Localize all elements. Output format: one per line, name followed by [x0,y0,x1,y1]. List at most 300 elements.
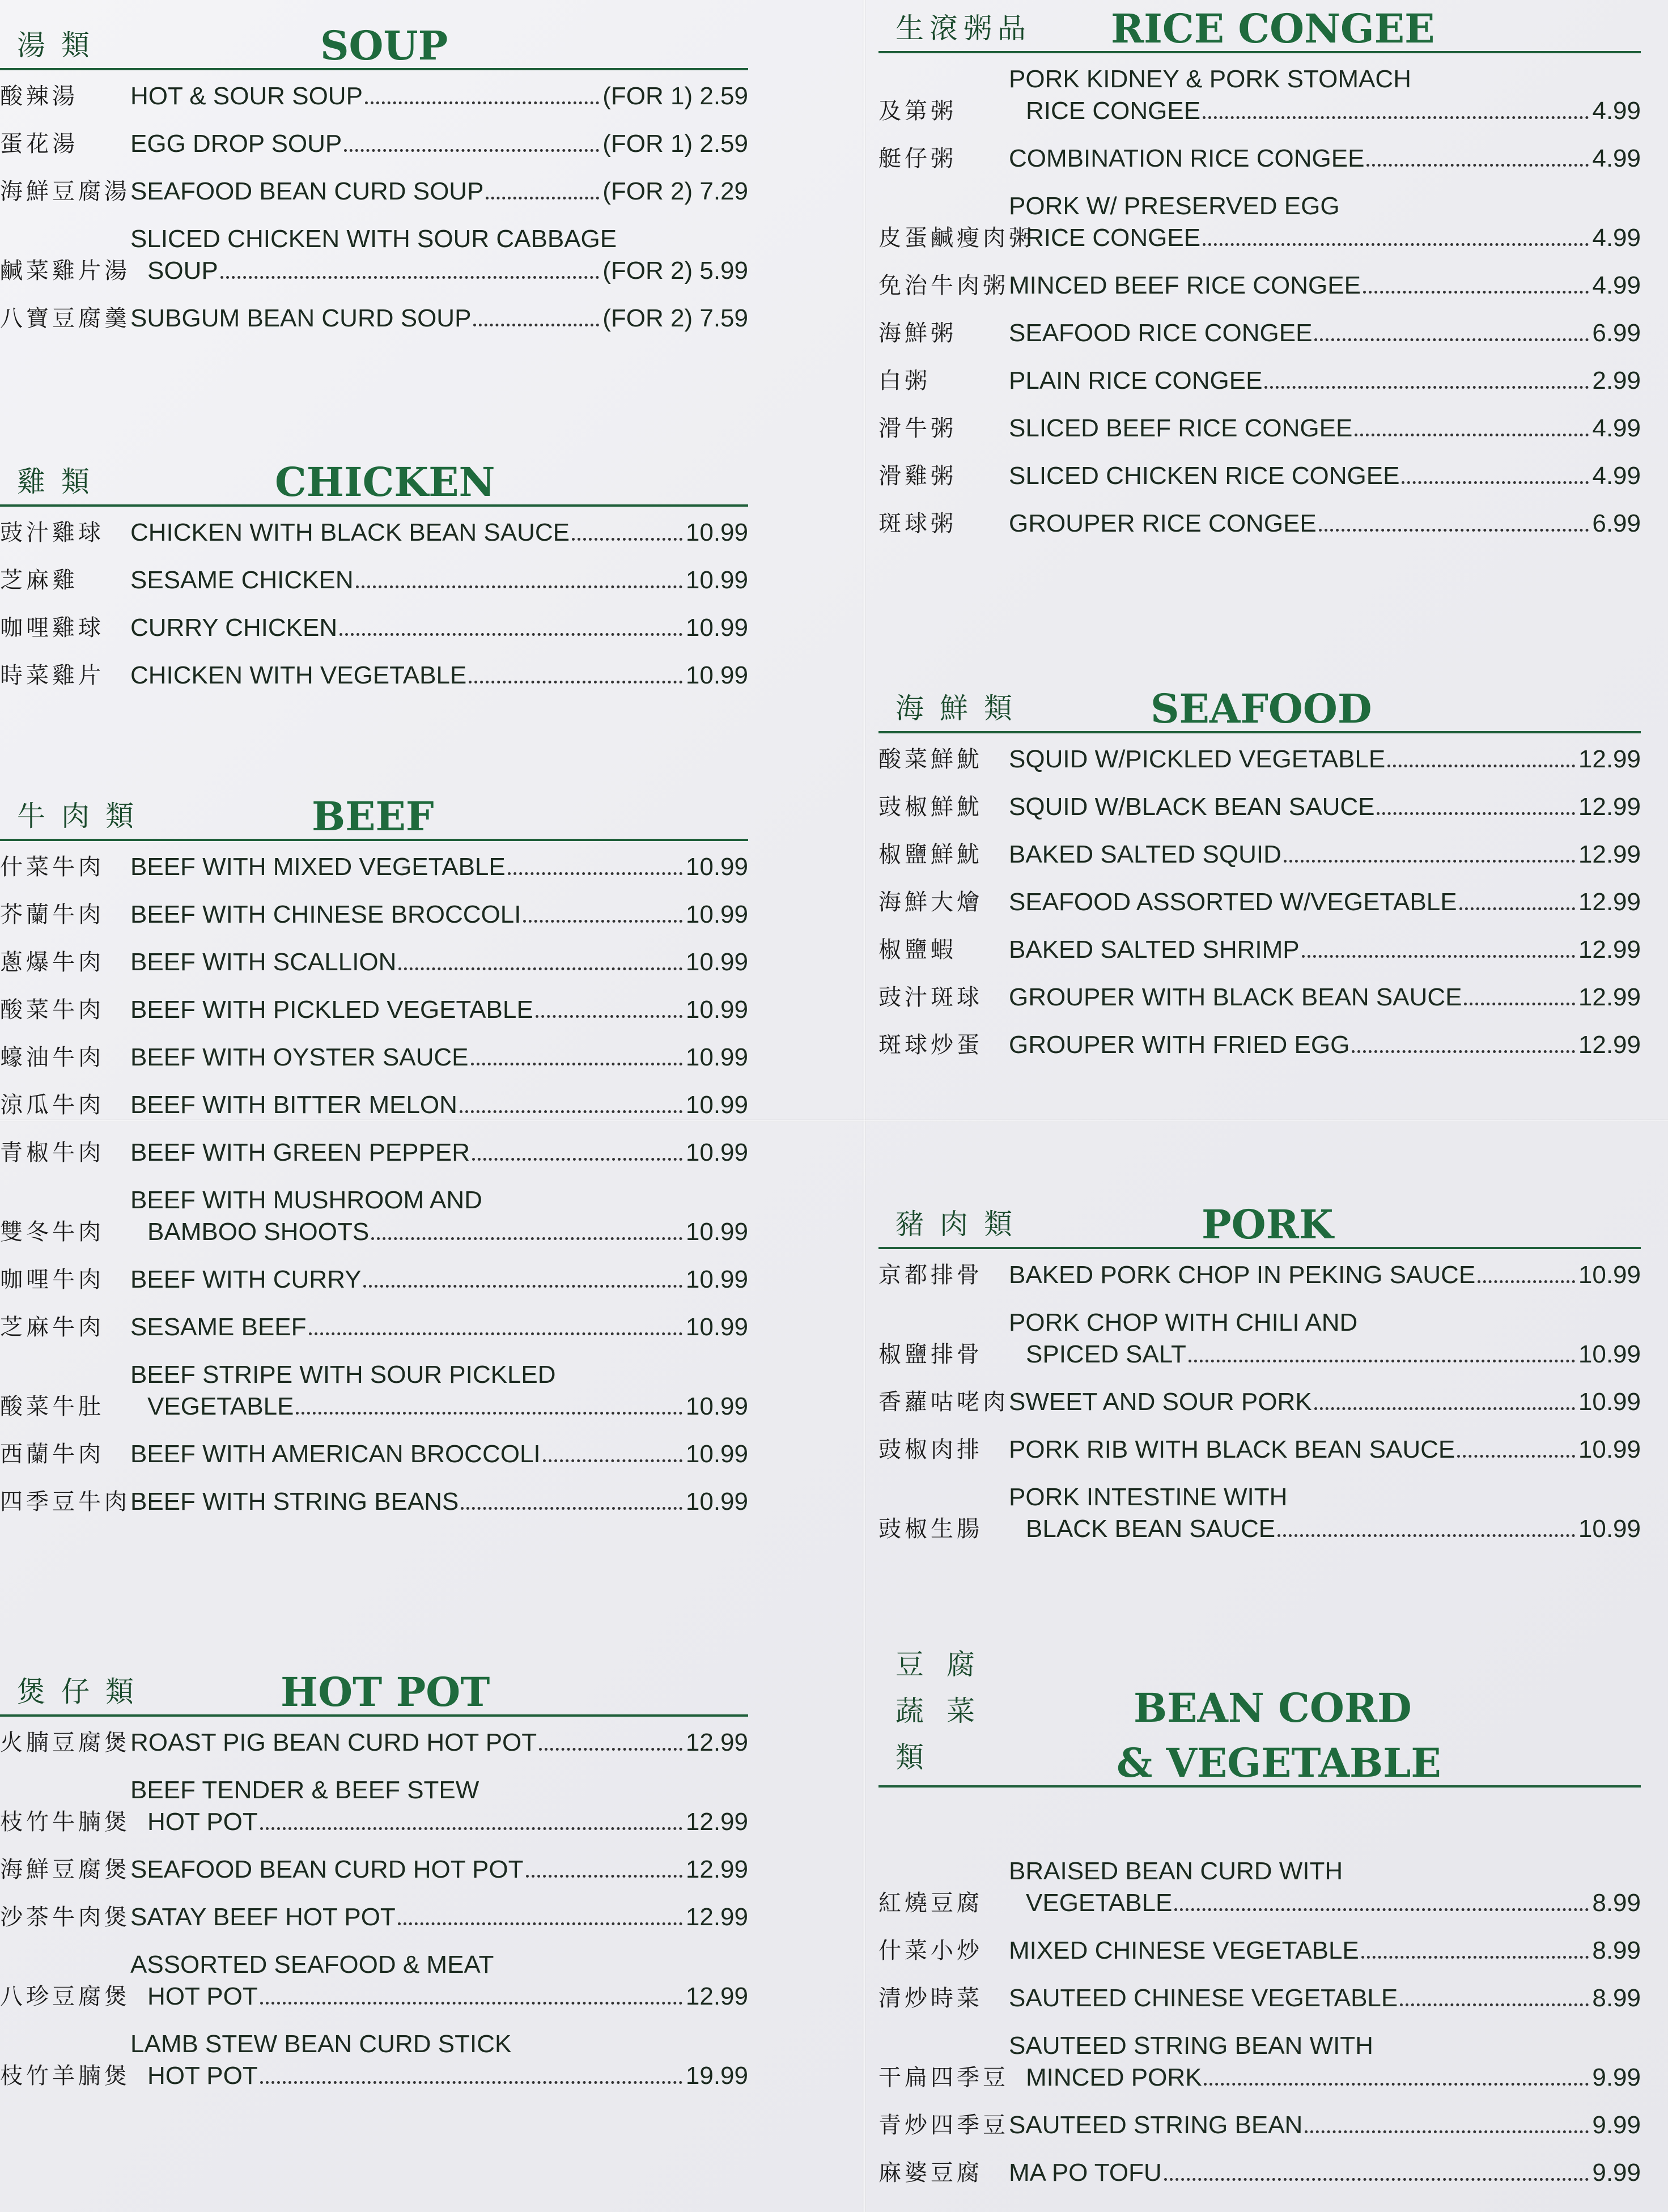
menu-item-name-block [1009,1386,1641,1418]
dot-leader [1305,2130,1589,2133]
menu-item [878,1935,1641,1967]
menu-item-chinese-name: 椒鹽蝦 [878,937,957,963]
menu-item [0,1311,748,1343]
menu-item-chinese-name: 芝麻雞 [0,567,78,593]
menu-item-price: 10.99 [1578,1340,1641,1368]
dot-leader [356,585,682,588]
dot-leader [1203,116,1589,119]
menu-item [0,1854,748,1886]
menu-item-name-line [1009,1307,1641,1339]
menu-item-chinese-name: 雙冬牛肉 [0,1219,104,1245]
item-list [0,80,748,334]
menu-item-name-continued: HOT POT [147,1808,258,1836]
menu-item-name-block [1009,508,1641,540]
dot-leader [1204,2083,1589,2086]
menu-item-price: 4.99 [1592,145,1641,172]
menu-item-name: BRAISED BEAN CURD WITH [1009,1857,1343,1885]
menu-item-chinese-name: 海鮮豆腐湯 [0,179,130,205]
section-header [0,788,748,841]
menu-item [878,839,1641,871]
section-pork [878,1196,1641,1561]
menu-item [0,303,748,334]
dot-leader [469,681,682,683]
menu-item-chinese-name: 麻婆豆腐 [878,2160,983,2186]
menu-item-name: CHICKEN WITH BLACK BEAN SAUCE [130,519,570,546]
section-header [0,453,748,507]
menu-item-name-line-2 [130,1391,748,1423]
dot-leader [260,2081,682,2084]
menu-item [878,365,1641,397]
menu-item-name-line [130,612,748,644]
dot-leader [260,2002,682,2005]
menu-item-name-line [130,128,748,160]
menu-item-name-line [130,1089,748,1121]
menu-item-name: BEEF WITH PICKLED VEGETABLE [130,996,533,1024]
menu-item-chinese-name: 八珍豆腐煲 [0,1984,130,2010]
menu-item [0,1774,748,1838]
menu-item-chinese-name: 免治牛肉粥 [878,273,1009,299]
menu-item-name: SESAME CHICKEN [130,566,354,594]
menu-item [878,1434,1641,1466]
menu-item-name: BEEF WITH AMERICAN BROCCOLI [130,1440,541,1468]
menu-item-name-block [130,1137,748,1169]
menu-item-name-block [130,851,748,883]
menu-item-name-block [1009,1481,1641,1545]
menu-item-name-line [130,1137,748,1169]
menu-item-price: 10.99 [1578,1436,1641,1463]
menu-item-name-block [1009,1935,1641,1967]
menu-item-name-line [130,1854,748,1886]
menu-item-price: 4.99 [1592,97,1641,125]
section-header [878,1196,1641,1249]
section-title: SEAFOOD [1151,685,1372,732]
menu-item-name-block [130,128,748,160]
menu-item-chinese-name: 鹹菜雞片湯 [0,258,130,284]
menu-item-name: BEEF WITH MUSHROOM AND [130,1186,482,1214]
menu-item-price: (FOR 2) 7.29 [602,177,748,205]
section-header [878,680,1641,733]
section-beef [0,788,748,1534]
item-list [0,517,748,691]
menu-item-name-block [130,660,748,691]
menu-item-name-block [1009,2030,1641,2094]
dot-leader [1402,481,1589,484]
item-list [878,744,1641,1061]
menu-item-price: 12.99 [1578,745,1641,773]
menu-item-price: (FOR 2) 7.59 [602,304,748,332]
menu-item-name-block [1009,1982,1641,2014]
section-title: RICE CONGEE [1111,5,1435,52]
menu-item-chinese-name: 沙茶牛肉煲 [0,1904,130,1930]
menu-item-price: 6.99 [1592,510,1641,537]
menu-item-chinese-name: 干扁四季豆 [878,2065,1009,2091]
menu-item-name-block [1009,886,1641,918]
menu-item-name: CHICKEN WITH VEGETABLE [130,661,467,689]
menu-item-chinese-name: 咖哩牛肉 [0,1267,104,1293]
menu-item-name-line-2 [130,255,748,287]
menu-item-chinese-name: 香蘿咕咾肉 [878,1389,1009,1415]
menu-item-name: BAKED SALTED SQUID [1009,840,1281,868]
menu-item [0,223,748,287]
menu-item-price: (FOR 1) 2.59 [602,130,748,158]
dot-leader [1400,2003,1589,2006]
menu-item-chinese-name: 蠔油牛肉 [0,1045,104,1071]
menu-item-name: SEAFOOD ASSORTED W/VEGETABLE [1009,888,1457,916]
menu-item-chinese-name: 海鮮粥 [878,320,957,346]
menu-item-chinese-name: 海鮮大燴 [878,889,983,915]
menu-item-name-line [1009,1982,1641,2014]
menu-item-name: BEEF WITH CHINESE BROCCOLI [130,901,521,928]
menu-item-price: 10.99 [1578,1515,1641,1543]
menu-item-price: 10.99 [685,901,748,928]
menu-item-name-line [130,1311,748,1343]
menu-item-name-line [1009,1481,1641,1513]
menu-item-chinese-name: 豉汁雞球 [0,520,104,546]
section-title: BEEF [312,793,434,840]
item-list [878,1856,1641,2189]
menu-item-price: 12.99 [1578,936,1641,963]
menu-item-name-continued: MINCED PORK [1026,2064,1202,2091]
section-title: SOUP [320,22,448,69]
menu-item-name-line [130,1359,748,1391]
menu-item-name: SEAFOOD BEAN CURD SOUP [130,177,484,205]
menu-item-name-line [1009,2157,1641,2189]
menu-item-name: PORK CHOP WITH CHILI AND [1009,1309,1358,1336]
menu-item-name-line-2 [1009,95,1641,127]
menu-item-name-block [130,1184,748,1248]
menu-item-price: 19.99 [685,2062,748,2090]
menu-item [0,1901,748,1933]
menu-item-name-block [130,1089,748,1121]
menu-item-name-line-2 [130,1216,748,1248]
menu-item-name-block [1009,270,1641,302]
dot-leader [471,1063,682,1065]
dot-leader [1314,338,1589,341]
menu-item-name: PORK INTESTINE WITH [1009,1483,1288,1511]
menu-item-name: SQUID W/PICKLED VEGETABLE [1009,745,1386,773]
menu-item [878,508,1641,540]
section-seafood [878,680,1641,1077]
menu-item-price: 12.99 [1578,840,1641,868]
menu-item-chinese-name: 咖哩雞球 [0,615,104,641]
menu-item-name-line [130,517,748,549]
menu-item-chinese-name: 四季豆牛肉 [0,1489,130,1515]
menu-item [0,1184,748,1248]
dot-leader [508,872,682,875]
menu-item-price: 10.99 [685,1091,748,1119]
menu-item-name-line [130,1042,748,1073]
menu-item-name-block [1009,1029,1641,1061]
menu-item-name-line [130,946,748,978]
menu-item [878,1481,1641,1545]
menu-item-name-line [130,1774,748,1806]
menu-item-price: 10.99 [685,1218,748,1246]
menu-item-chinese-name: 豉汁斑球 [878,984,983,1011]
menu-item-name: PORK RIB WITH BLACK BEAN SAUCE [1009,1436,1455,1463]
menu-item-name-block [1009,365,1641,397]
menu-item [0,1727,748,1759]
menu-item-name-block [130,1727,748,1759]
menu-item-price: 8.99 [1592,1984,1641,2012]
menu-item-name: MINCED BEEF RICE CONGEE [1009,271,1361,299]
menu-item-name-line [1009,365,1641,397]
menu-item-name-block [130,1854,748,1886]
menu-item-name: PORK KIDNEY & PORK STOMACH [1009,65,1411,93]
menu-item [878,2030,1641,2094]
menu-item-name-line [130,660,748,691]
menu-item-name-line [1009,1434,1641,1466]
menu-item-price: 10.99 [685,853,748,881]
menu-item-name-block [1009,143,1641,175]
menu-item-name-line [130,176,748,207]
menu-item [878,2157,1641,2189]
menu-item [878,791,1641,823]
paper-fold-vertical [863,0,866,2212]
menu-item-price: 12.99 [685,1856,748,1883]
menu-item-name-block [1009,63,1641,127]
menu-item-name-line-2 [1009,2062,1641,2094]
menu-item-name-continued: SPICED SALT [1026,1340,1186,1368]
section-header [878,0,1641,53]
menu-item-name-block [130,303,748,334]
menu-item-name-block [1009,1856,1641,1919]
menu-item-chinese-name: 枝竹羊腩煲 [0,2063,130,2089]
menu-item-name-block [1009,934,1641,966]
menu-item-name: BEEF WITH CURRY [130,1266,362,1293]
menu-item-chinese-name: 白粥 [878,368,931,394]
menu-item [0,2028,748,2092]
menu-item-name-block [130,1359,748,1423]
dot-leader [260,1827,682,1830]
menu-item [0,1089,748,1121]
dot-leader [344,149,599,152]
menu-item-name-block [1009,1307,1641,1370]
menu-item-name-line-2 [1009,1339,1641,1370]
menu-item [878,744,1641,775]
section-title-line-2: & VEGETABLE [1117,1739,1441,1786]
menu-item-name-line [1009,2109,1641,2141]
section-title-chinese: 生滾粥品 [895,12,1032,45]
menu-item-price: 12.99 [1578,1031,1641,1059]
menu-item-name: CURRY CHICKEN [130,614,338,642]
dot-leader [1264,386,1589,389]
menu-item-chinese-name: 艇仔粥 [878,146,957,172]
dot-leader [526,1875,682,1878]
dot-leader [1457,1455,1575,1458]
menu-item-name-block [130,899,748,931]
menu-item-name: MA PO TOFU [1009,2159,1162,2186]
menu-item-name: BEEF TENDER & BEEF STEW [130,1776,479,1804]
dot-leader [539,1748,682,1751]
menu-item-price: (FOR 1) 2.59 [602,82,748,110]
menu-item-name: BEEF WITH MIXED VEGETABLE [130,853,506,881]
menu-item-name: PORK W/ PRESERVED EGG [1009,192,1340,220]
menu-item-price: 8.99 [1592,1889,1641,1917]
section-chicken [0,453,748,707]
menu-item-name-line-2 [130,1806,748,1838]
menu-item-name-line [1009,1259,1641,1291]
dot-leader [296,1412,682,1415]
menu-item-name-line [1009,270,1641,302]
menu-item [0,1359,748,1423]
section-title-chinese: 煲仔類 [17,1675,150,1708]
menu-item-name-line [1009,839,1641,871]
menu-item-chinese-name: 青炒四季豆 [878,2112,1009,2138]
menu-item-price: 12.99 [685,1903,748,1931]
dot-leader [1459,907,1575,910]
menu-item [878,1259,1641,1291]
menu-item-chinese-name: 椒鹽排骨 [878,1341,983,1368]
dot-leader [1314,1407,1575,1410]
menu-item-name-block [1009,982,1641,1013]
menu-item-name: SAUTEED STRING BEAN WITH [1009,2032,1373,2060]
menu-item-name: SAUTEED CHINESE VEGETABLE [1009,1984,1398,2012]
menu-item-chinese-name: 青椒牛肉 [0,1140,104,1166]
menu-item-price: 8.99 [1592,1937,1641,1964]
menu-item-name-line [130,1264,748,1296]
menu-item-chinese-name: 枝竹牛腩煲 [0,1809,130,1835]
menu-item-name: MIXED CHINESE VEGETABLE [1009,1937,1359,1964]
menu-item [878,1029,1641,1061]
section-title: BEAN CORD [1134,1684,1412,1731]
menu-item-name: SATAY BEEF HOT POT [130,1903,396,1931]
menu-item-name-line [130,899,748,931]
menu-item-name-block [1009,2109,1641,2141]
menu-item [0,1438,748,1470]
dot-leader [371,1237,682,1240]
menu-item-price: 10.99 [685,519,748,546]
menu-item-chinese-name: 火腩豆腐煲 [0,1730,130,1756]
menu-item-name-line [1009,190,1641,222]
menu-item-name-line [1009,1856,1641,1887]
menu-item-name-block [1009,2157,1641,2189]
dot-leader [1355,434,1589,436]
menu-item-name-continued: RICE CONGEE [1026,97,1201,125]
menu-item [0,899,748,931]
menu-item-name-block [130,223,748,287]
menu-item-name: GROUPER WITH BLACK BEAN SAUCE [1009,983,1462,1011]
dot-leader [1366,164,1589,167]
menu-item-name: BEEF WITH SCALLION [130,948,397,976]
menu-item-name-block [1009,1434,1641,1466]
menu-item-price: 10.99 [685,1392,748,1420]
menu-item [0,80,748,112]
dot-leader [461,1507,682,1510]
menu-item-name: BAKED SALTED SHRIMP [1009,936,1300,963]
menu-item-name: SEAFOOD RICE CONGEE [1009,319,1313,347]
section-title-chinese: 海鮮類 [895,692,1028,725]
menu-item-name-block [130,176,748,207]
menu-item-name-line [130,223,748,255]
menu-item-name: SLICED CHICKEN WITH SOUR CABBAGE [130,225,617,253]
menu-item-name-block [1009,1259,1641,1291]
menu-item-name-line [130,80,748,112]
menu-item-name-block [130,612,748,644]
menu-item-name-block [130,1901,748,1933]
menu-item-name-line [130,2028,748,2060]
menu-item-name: SQUID W/BLACK BEAN SAUCE [1009,793,1375,821]
menu-item-name-block [130,1042,748,1073]
menu-item-chinese-name: 豉椒鮮魷 [878,794,983,820]
menu-item-name: SWEET AND SOUR PORK [1009,1388,1312,1416]
menu-item-name-line [1009,317,1641,349]
menu-item-price: 9.99 [1592,2159,1641,2186]
dot-leader [363,1285,682,1288]
menu-item-name-line [1009,1386,1641,1418]
dot-leader [1361,1956,1589,1959]
menu-item-price: 10.99 [685,1043,748,1071]
menu-item-name-line [130,303,748,334]
menu-item-name-block [130,946,748,978]
menu-item [878,1307,1641,1370]
menu-item-name-continued: BLACK BEAN SAUCE [1026,1515,1276,1543]
menu-item-name-block [130,517,748,549]
menu-item-name: SAUTEED STRING BEAN [1009,2111,1303,2139]
menu-item-name-line [130,1727,748,1759]
menu-item-name: BEEF WITH STRING BEANS [130,1488,459,1515]
menu-item-name-block [130,1438,748,1470]
menu-item-name-block [1009,744,1641,775]
menu-item [878,1982,1641,2014]
menu-item [0,994,748,1026]
menu-item-name: ASSORTED SEAFOOD & MEAT [130,1951,494,1979]
dot-leader [486,197,599,199]
dot-leader [1302,955,1575,958]
dot-leader [309,1332,682,1335]
menu-item-name: SUBGUM BEAN CURD SOUP [130,304,472,332]
dot-leader [398,967,682,970]
menu-item [0,612,748,644]
menu-item-name: BEEF STRIPE WITH SOUR PICKLED [130,1361,556,1389]
menu-item-price: 10.99 [685,996,748,1024]
menu-item [0,1949,748,2013]
menu-item [878,1386,1641,1418]
dot-leader [398,1922,682,1925]
menu-item-name-line [1009,2030,1641,2062]
menu-item-name-block [130,994,748,1026]
section-soup [0,17,748,350]
menu-item-chinese-name: 滑雞粥 [878,463,957,489]
menu-item-name: COMBINATION RICE CONGEE [1009,145,1365,172]
section-header [0,1663,748,1717]
menu-item-name-block [130,564,748,596]
menu-item-name-continued: RICE CONGEE [1026,224,1201,252]
menu-item-name-block [130,1486,748,1518]
menu-item-name: GROUPER WITH FRIED EGG [1009,1031,1350,1059]
menu-item-name-block [130,2028,748,2092]
menu-item-name: SLICED CHICKEN RICE CONGEE [1009,462,1400,490]
menu-item-name-line [1009,791,1641,823]
menu-item-name-continued: BAMBOO SHOOTS [147,1218,370,1246]
menu-item-name-block [130,1264,748,1296]
menu-item [878,63,1641,127]
menu-item-name-line [1009,508,1641,540]
menu-item-name-line [1009,1935,1641,1967]
menu-item-name-line [130,1949,748,1981]
menu-item-name-line-2 [1009,1513,1641,1545]
section-title: CHICKEN [275,458,495,506]
menu-item [0,1042,748,1073]
menu-item-name-block [130,1311,748,1343]
menu-item-name-line-2 [130,2060,748,2092]
menu-item-price: 12.99 [685,1982,748,2010]
menu-item-price: 12.99 [1578,888,1641,916]
menu-item-name-line [130,851,748,883]
menu-item-chinese-name: 什菜小炒 [878,1938,983,1964]
menu-item-price: 10.99 [685,1266,748,1293]
menu-item-chinese-name: 蔥爆牛肉 [0,949,104,975]
menu-item [0,946,748,978]
